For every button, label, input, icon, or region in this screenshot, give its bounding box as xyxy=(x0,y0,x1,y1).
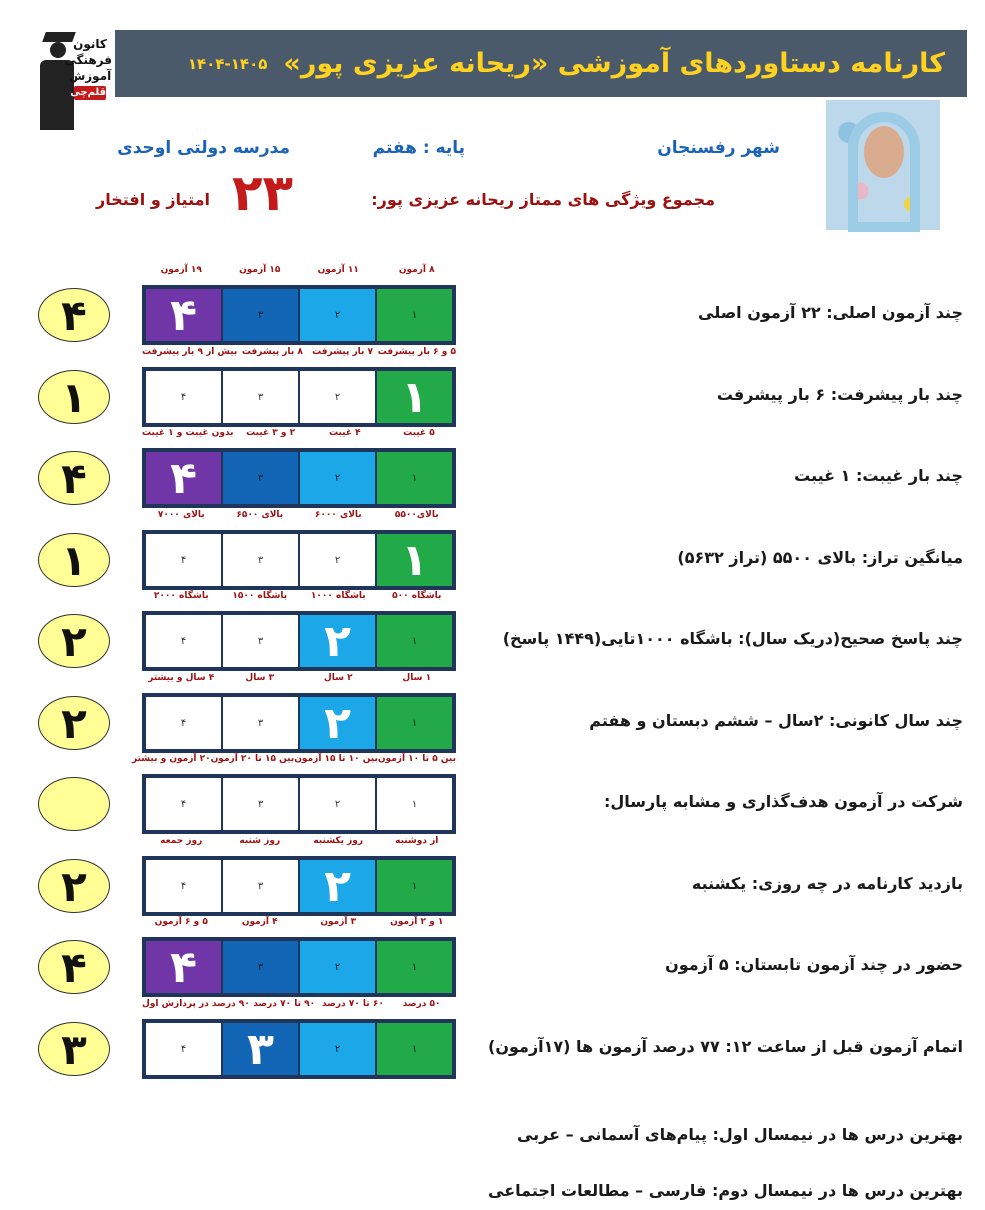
total-label: مجموع ویژگی های ممتاز ریحانه عزیزی پور: xyxy=(371,190,715,209)
level-cell: ۲ xyxy=(300,452,375,504)
logo-badge: قلم‌چی xyxy=(70,87,106,98)
level-cell: ۲ xyxy=(300,860,375,912)
header-label: بالای ۷۰۰۰ xyxy=(157,510,205,520)
level-cell: ۴ xyxy=(146,371,221,423)
header-label: باشگاه ۵۰۰ xyxy=(392,591,442,601)
logo-line-3: آموزش xyxy=(68,69,112,83)
header-label: ۴ غیبت xyxy=(328,428,361,438)
level-cell: ۴ xyxy=(146,860,221,912)
first-semester-best: بهترین درس ها در نیمسال اول: پیام‌های آسمانی – عربی xyxy=(516,1125,963,1144)
row-headers xyxy=(142,265,456,275)
level-grid xyxy=(142,448,456,508)
row-label: بازدید کارنامه در چه روزی: یکشنبه xyxy=(691,874,963,893)
header-label: بدون غیبت و ۱ غیبت xyxy=(142,428,234,438)
level-cell: ۱ xyxy=(377,778,452,830)
header-label: ۹۰ تا ۷۰ درصد xyxy=(253,999,316,1009)
level-cell: ۱ xyxy=(377,860,452,912)
row-label: چند آزمون اصلی: ۲۲ آزمون اصلی xyxy=(698,303,963,322)
header-label: بالای۵۵۰۰ xyxy=(394,510,439,520)
header-label: بین ۵ تا ۱۰ آزمون xyxy=(377,754,456,764)
photo-face xyxy=(864,126,904,178)
header-label: ۶۰ تا ۷۰ درصد xyxy=(321,999,384,1009)
header-label: ۹۰ درصد در پردازش اول xyxy=(141,999,250,1009)
header-label: ۵ و ۶ آزمون xyxy=(154,917,208,927)
logo-line-1: کانون xyxy=(73,37,107,51)
header-label: ۱۹ آزمون xyxy=(160,265,202,275)
level-cell: ۴ xyxy=(146,534,221,586)
level-cell: ۲ xyxy=(300,615,375,667)
level-cell: ۲ xyxy=(300,778,375,830)
header-label: بیش از ۹ بار پیشرفت xyxy=(142,347,238,357)
level-grid xyxy=(142,1019,456,1079)
academic-year: ۱۴۰۴-۱۴۰۵ xyxy=(187,54,268,73)
header-label: ۲ سال xyxy=(323,673,353,683)
level-cell: ۲ xyxy=(300,289,375,341)
header-label: ۵ و ۶ بار پیشرفت xyxy=(377,347,456,357)
level-grid xyxy=(142,530,456,590)
header-label: بین ۱۵ تا ۲۰ آزمون xyxy=(210,754,295,764)
score-circle xyxy=(38,777,110,831)
level-cell: ۲ xyxy=(300,697,375,749)
header-label: باشگاه ۱۵۰۰ xyxy=(232,591,288,601)
score-circle: ۳ xyxy=(38,1022,110,1076)
level-cell: ۳ xyxy=(223,860,298,912)
row-headers xyxy=(142,999,456,1009)
city-label: شهر رفسنجان xyxy=(657,138,780,158)
header-label: ۳ آزمون xyxy=(320,917,357,927)
total-value: ۲۳ xyxy=(232,164,294,222)
row-label: چند بار غیبت: ۱ غیبت xyxy=(794,466,963,485)
header-label: ۲۰ آزمون و بیشتر xyxy=(131,754,211,764)
score-circle: ۴ xyxy=(38,451,110,505)
score-circle: ۴ xyxy=(38,940,110,994)
level-cell: ۱ xyxy=(377,941,452,993)
row-headers xyxy=(142,591,456,601)
row-label: چند پاسخ صحیح(دریک سال): باشگاه ۱۰۰۰تایی(۱۴۴۹ پاسخ) xyxy=(502,629,963,648)
header-label: ۱۵ آزمون xyxy=(239,265,281,275)
level-cell: ۱ xyxy=(377,371,452,423)
header-label: بین ۱۰ تا ۱۵ آزمون xyxy=(294,754,378,764)
level-grid xyxy=(142,285,456,345)
row-headers xyxy=(142,510,456,520)
level-grid xyxy=(142,611,456,671)
second-semester-best: بهترین درس ها در نیمسال دوم: فارسی – مطالعات اجتماعی xyxy=(488,1181,963,1200)
level-cell: ۱ xyxy=(377,452,452,504)
header-label: ۳ سال xyxy=(245,673,275,683)
row-label: شرکت در آزمون هدف‌گذاری و مشابه پارسال: xyxy=(604,792,963,811)
header-label: روز شنبه xyxy=(239,836,281,846)
level-grid xyxy=(142,693,456,753)
row-headers xyxy=(142,428,456,438)
student-photo xyxy=(826,100,940,230)
level-cell: ۳ xyxy=(223,371,298,423)
total-suffix: امتیاز و افتخار xyxy=(96,190,210,209)
header-label: باشگاه ۲۰۰۰ xyxy=(153,591,209,601)
header-label: ۴ سال و بیشتر xyxy=(148,673,215,683)
level-cell: ۳ xyxy=(223,778,298,830)
header-label: ۲ و ۳ غیبت xyxy=(246,428,296,438)
row-label: میانگین تراز: بالای ۵۵۰۰ (تراز ۵۶۳۲) xyxy=(677,548,963,567)
level-cell: ۳ xyxy=(223,452,298,504)
score-circle: ۴ xyxy=(38,288,110,342)
level-cell: ۳ xyxy=(223,289,298,341)
level-cell: ۳ xyxy=(223,941,298,993)
level-grid xyxy=(142,856,456,916)
header-label: ۱۱ آزمون xyxy=(317,265,359,275)
level-cell: ۱ xyxy=(377,697,452,749)
level-cell: ۴ xyxy=(146,615,221,667)
header-label: از دوشنبه xyxy=(395,836,439,846)
level-cell: ۳ xyxy=(223,1023,298,1075)
level-cell: ۳ xyxy=(223,615,298,667)
logo xyxy=(30,30,112,134)
level-cell: ۴ xyxy=(146,452,221,504)
level-cell: ۲ xyxy=(300,1023,375,1075)
level-cell: ۱ xyxy=(377,615,452,667)
header-label: بالای ۶۵۰۰ xyxy=(236,510,284,520)
level-grid xyxy=(142,367,456,427)
header-label: ۴ آزمون xyxy=(241,917,278,927)
page-title: کارنامه دستاوردهای آموزشی «ریحانه عزیزی پور» xyxy=(283,48,945,79)
level-cell: ۴ xyxy=(146,941,221,993)
school-label: مدرسه دولتی اوحدی xyxy=(117,138,290,158)
row-label: حضور در چند آزمون تابستان: ۵ آزمون xyxy=(665,955,963,974)
level-grid xyxy=(142,937,456,997)
level-grid xyxy=(142,774,456,834)
score-circle: ۲ xyxy=(38,859,110,913)
header-label: ۱ سال xyxy=(402,673,432,683)
score-circle: ۱ xyxy=(38,533,110,587)
score-circle: ۲ xyxy=(38,696,110,750)
level-cell: ۳ xyxy=(223,534,298,586)
header-bar xyxy=(115,30,967,97)
row-label: چند بار پیشرفت: ۶ بار پیشرفت xyxy=(716,385,963,404)
row-headers xyxy=(131,754,456,764)
header-label: باشگاه ۱۰۰۰ xyxy=(310,591,366,601)
header-label: ۵۰ درصد xyxy=(402,999,441,1009)
level-cell: ۴ xyxy=(146,697,221,749)
level-cell: ۱ xyxy=(377,1023,452,1075)
logo-line-2: فرهنگی xyxy=(64,53,112,67)
level-cell: ۴ xyxy=(146,778,221,830)
header-label: ۵ غیبت xyxy=(403,428,435,438)
grade-label: پایه : هفتم xyxy=(372,138,465,158)
logo-text xyxy=(64,36,112,100)
score-circle: ۲ xyxy=(38,614,110,668)
score-circle: ۱ xyxy=(38,370,110,424)
row-headers xyxy=(142,836,456,846)
row-headers xyxy=(142,917,456,927)
header-label: بالای ۶۰۰۰ xyxy=(314,510,362,520)
header-label: روز جمعه xyxy=(160,836,203,846)
level-cell: ۴ xyxy=(146,1023,221,1075)
level-cell: ۱ xyxy=(377,289,452,341)
level-cell: ۳ xyxy=(223,697,298,749)
row-label: چند سال کانونی: ۲سال – ششم دبستان و هفتم xyxy=(589,711,963,730)
level-cell: ۴ xyxy=(146,289,221,341)
level-cell: ۱ xyxy=(377,534,452,586)
header-label: ۸ آزمون xyxy=(398,265,435,275)
header-label: روز یکشنبه xyxy=(313,836,364,846)
level-cell: ۲ xyxy=(300,941,375,993)
level-cell: ۲ xyxy=(300,371,375,423)
level-cell: ۲ xyxy=(300,534,375,586)
row-label: اتمام آزمون قبل از ساعت ۱۲: ۷۷ درصد آزمون ها (۱۷آزمون) xyxy=(488,1037,963,1056)
row-headers xyxy=(142,347,456,357)
row-headers xyxy=(142,673,456,683)
header-label: ۸ بار پیشرفت xyxy=(241,347,303,357)
header-label: ۱ و ۲ آزمون xyxy=(390,917,444,927)
header-label: ۷ بار پیشرفت xyxy=(312,347,374,357)
